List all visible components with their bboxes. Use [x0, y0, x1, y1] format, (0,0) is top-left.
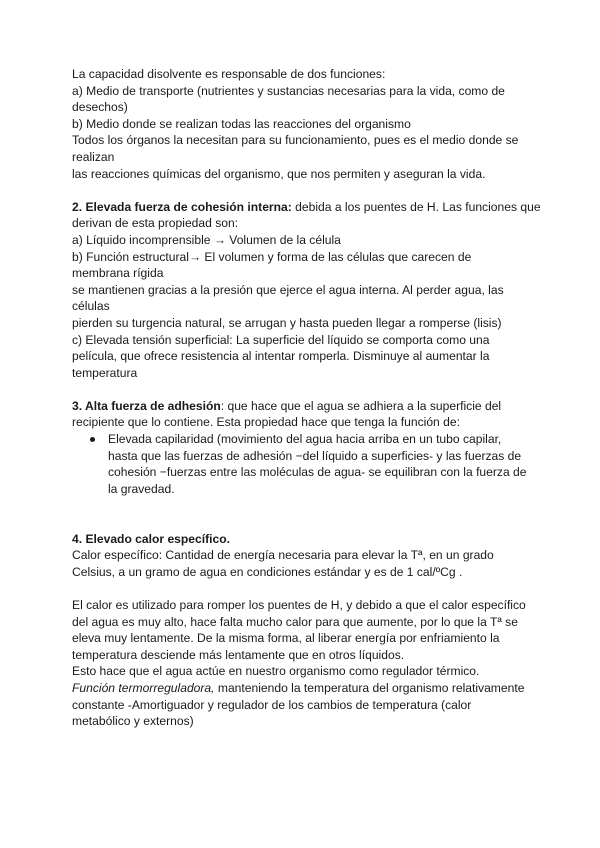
text-line: la gravedad. [108, 481, 175, 496]
text-line: Esto hace que el agua actúe en nuestro organismo como regulador térmico. [72, 664, 480, 679]
text-line: derivan de esta propiedad son: [72, 216, 239, 231]
bullet-list [72, 431, 530, 497]
text-line: pierden su turgencia natural, se arrugan y hasta pueden llegar a romperse (lisis) [72, 315, 502, 330]
section-heading-line [72, 398, 530, 415]
heading-rest: debida a los puentes de H. Las funciones que [291, 199, 541, 214]
text-line: Celsius, a un gramo de agua en condiciones estándar y es de 1 cal/ºCg . [72, 564, 463, 579]
italic-rest: manteniendo la temperatura del organismo relativamente [214, 680, 525, 695]
text-line: cohesión −fuerzas entre las moléculas de agua- se equilibran con la fuerza de [108, 465, 527, 480]
text-line: membrana rígida [72, 266, 164, 281]
text-line: del agua es muy alto, hace falta mucho calor para que aumente, por lo que la Tª se [72, 614, 518, 629]
section-heading: 3. Alta fuerza de adhesión [72, 398, 221, 413]
intro-paragraph [72, 66, 530, 182]
text-line: La capacidad disolvente es responsable de dos funciones: [72, 67, 386, 81]
spacer [72, 497, 530, 530]
text-line: temperatura desciende más lentamente que en otros líquidos. [72, 647, 405, 662]
text-line: recipiente que lo contiene. Esta propiedad hace que tenga la función de: [72, 415, 460, 430]
text-line: c) Elevada tensión superficial: La superficie del líquido se comporta como una [72, 332, 490, 347]
heading-rest: : que hace que el agua se adhiera a la superficie del [220, 398, 502, 413]
spacer [72, 381, 530, 398]
text-line: Elevada capilaridad (movimiento del agua hacia arriba en un tubo capilar, [108, 432, 502, 447]
text-line: b) Función estructural→ El volumen y forma de las células que carecen de [72, 249, 472, 264]
text-line: las reacciones químicas del organismo, que nos permiten y aseguran la vida. [72, 166, 486, 181]
text-line: Calor específico: Cantidad de energía necesaria para elevar la Tª, en un grado [72, 548, 494, 563]
text-line: hasta que las fuerzas de adhesión −del líquido a superficies- y las fuerzas de [108, 448, 522, 463]
text-line: metabólico y externos) [72, 714, 194, 729]
section-2 [72, 199, 541, 382]
section-heading: 4. Elevado calor específico. [72, 531, 230, 546]
list-item [72, 431, 530, 497]
text-line: temperatura [72, 365, 138, 380]
text-line: desechos) [72, 100, 128, 115]
text-line: se mantienen gracias a la presión que ejerce el agua interna. Al perder agua, las [72, 282, 504, 297]
spacer [72, 182, 530, 199]
section-4 [72, 531, 530, 730]
text-line: Todos los órganos la necesitan para su funcionamiento, pues es el medio donde se [72, 133, 519, 148]
text-line: eleva muy lentamente. De la misma forma, al liberar energía por enfriamiento la [72, 631, 500, 646]
italic-term: Función termorreguladora, [72, 680, 215, 695]
section-heading: 2. Elevada fuerza de cohesión interna: [72, 199, 292, 214]
text-line: células [72, 299, 110, 314]
spacer [72, 580, 530, 597]
text-line: b) Medio donde se realizan todas las reacciones del organismo [72, 116, 411, 131]
text-line: a) Líquido incomprensible → Volumen de la célula [72, 232, 341, 247]
bullet-icon [90, 437, 95, 442]
section-heading-line [72, 531, 530, 548]
text-line: a) Medio de transporte (nutrientes y sustancias necesarias para la vida, como de [72, 83, 505, 98]
text-line: El calor es utilizado para romper los puentes de H, y debido a que el calor específico [72, 598, 526, 612]
text-line: constante -Amortiguador y regulador de los cambios de temperatura (calor [72, 697, 472, 712]
text-line [72, 680, 530, 697]
text-line: realizan [72, 149, 115, 164]
section-heading-line [72, 199, 541, 216]
section-3 [72, 398, 530, 498]
text-line: película, que ofrece resistencia al intentar romperla. Disminuye al aumentar la [72, 349, 490, 364]
